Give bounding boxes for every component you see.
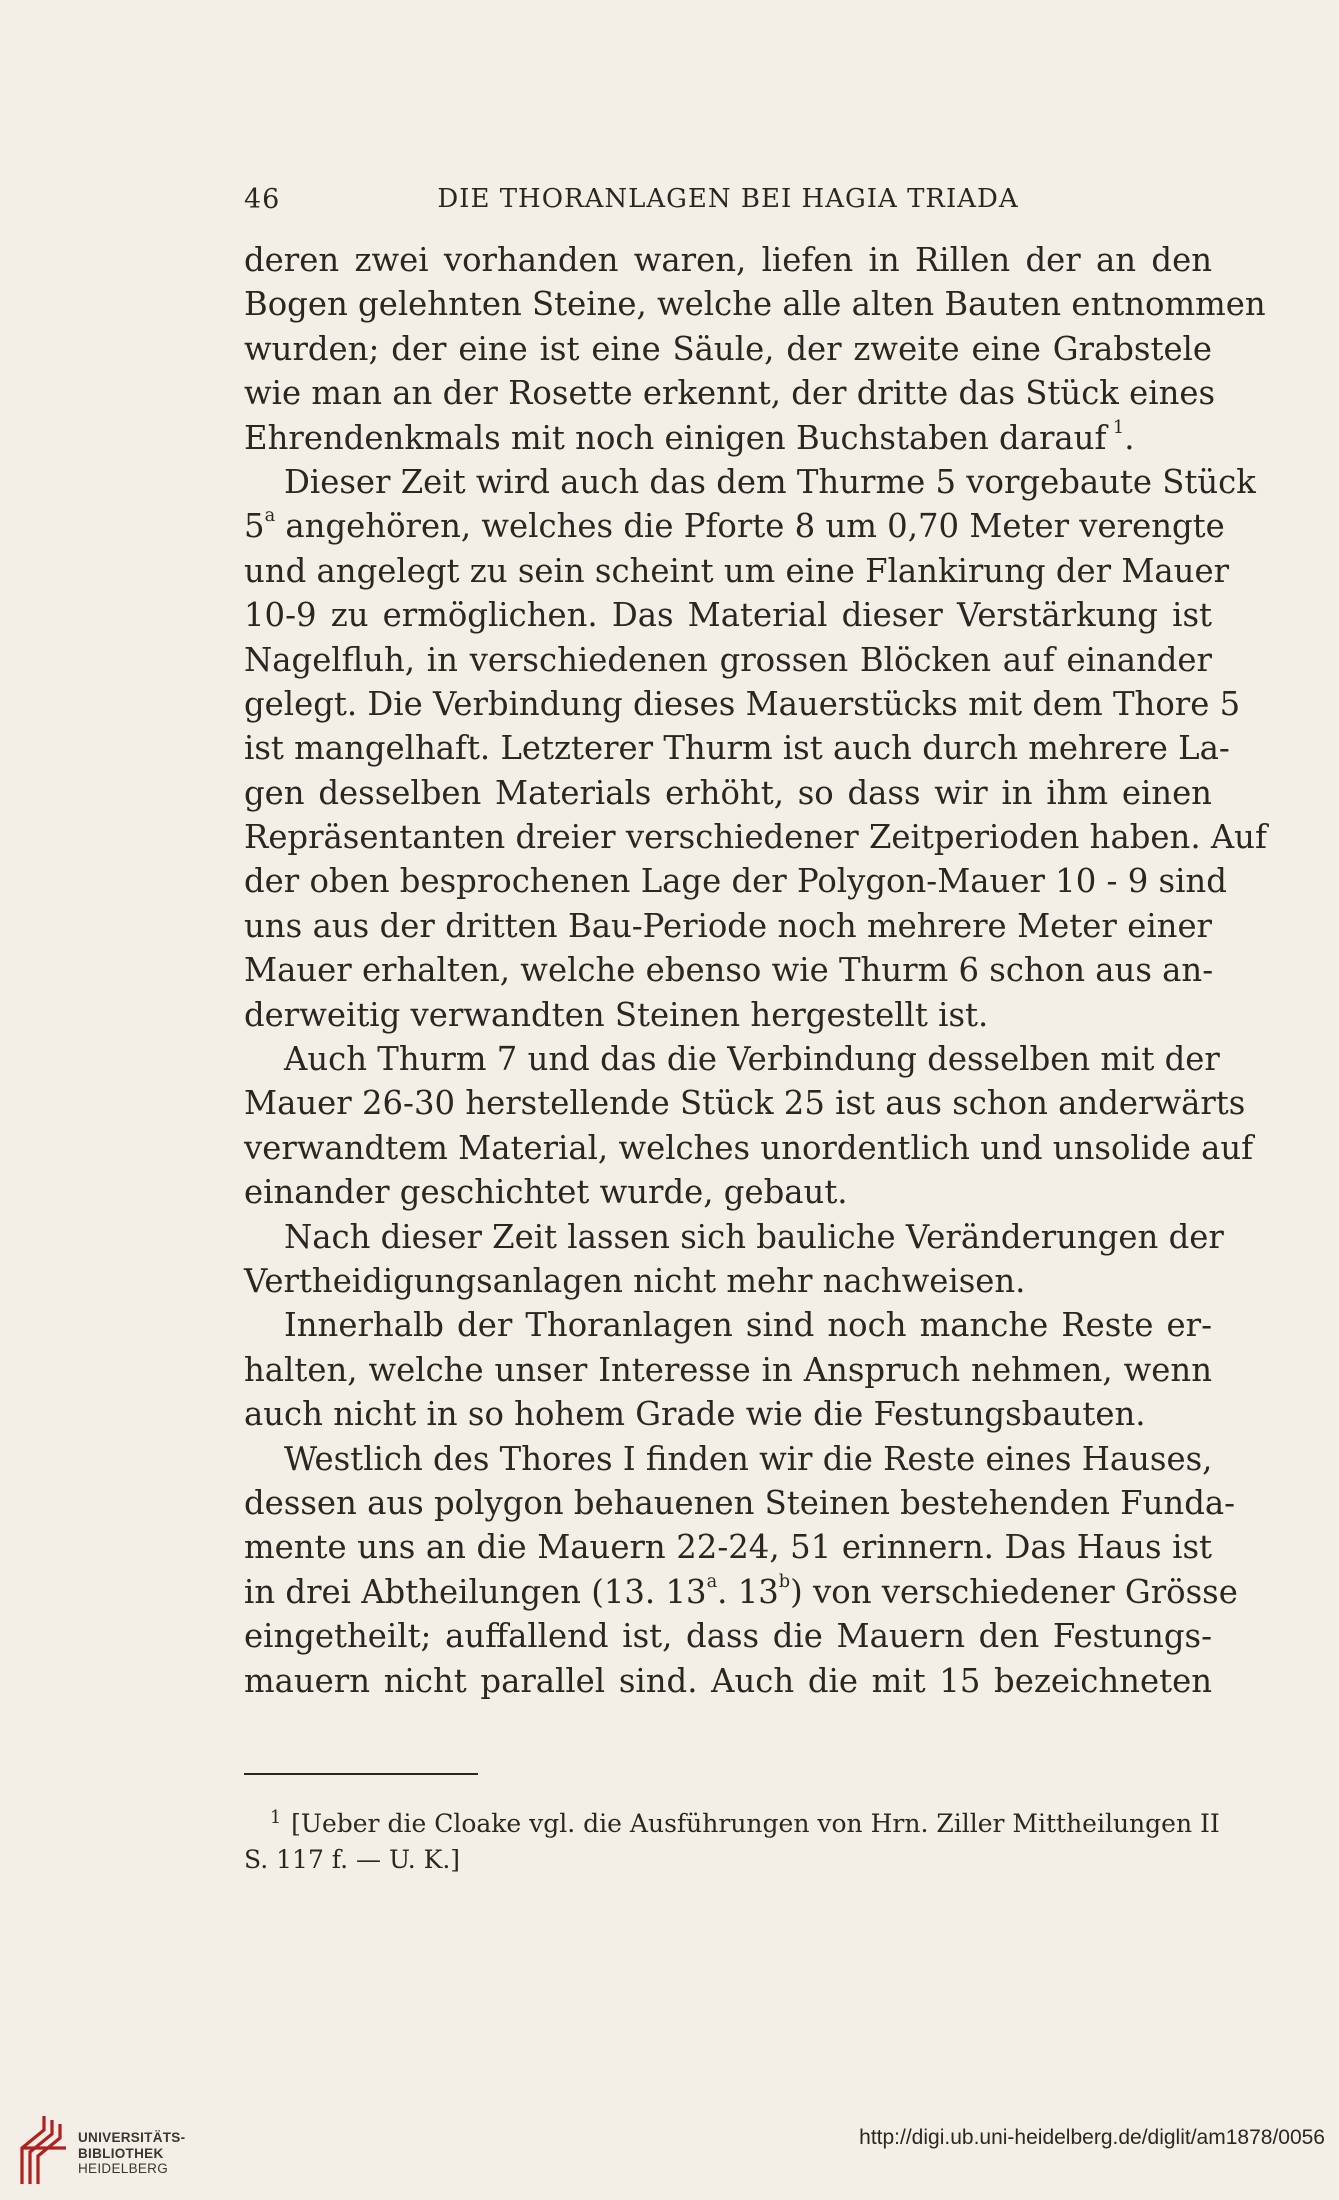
text-line: Repräsentanten dreier verschiedener Zeitperioden haben. Auf — [244, 818, 1267, 857]
text-line: 5$^a$ angehören, welches die Pforte 8 um 0,70 Meter verengte — [244, 506, 1225, 546]
text-line: Auch Thurm 7 und das die Verbindung desselben mit der — [284, 1040, 1220, 1079]
text-line: auch nicht in so hohem Grade wie die Festungsbauten. — [244, 1395, 1146, 1434]
text-line: Mauer 26-30 herstellende Stück 25 ist aus schon anderwärts — [244, 1084, 1246, 1123]
text-line: Ehrendenkmals mit noch einigen Buchstaben darauf $^1$. — [244, 417, 1135, 457]
text-line: der oben besprochenen Lage der Polygon-Mauer 10 - 9 sind — [244, 862, 1227, 901]
text-line: Vertheidigungsanlagen nicht mehr nachweisen. — [244, 1261, 1026, 1300]
text-line: 10-9 zu ermöglichen. Das Material dieser Verstärkung ist — [244, 596, 1212, 635]
text-line: derweitig verwandten Steinen hergestellt ist. — [244, 995, 989, 1034]
text-line: und angelegt zu sein scheint um eine Flankirung der Mauer — [244, 551, 1230, 590]
running-title: DIE THORANLAGEN BEI HAGIA TRIADA — [437, 184, 1019, 214]
library-name: UNIVERSITÄTS- BIBLIOTHEK HEIDELBERG — [78, 2130, 186, 2176]
text-line: uns aus der dritten Bau-Periode noch mehrere Meter einer — [244, 906, 1212, 945]
body-text — [244, 238, 1267, 1703]
footnote-reference[interactable]: 1 — [1112, 417, 1125, 438]
text-line: eingetheilt; auffallend ist, dass die Mauern den Festungs- — [244, 1617, 1212, 1656]
text-line: wurden; der eine ist eine Säule, der zweite eine Grabstele — [244, 329, 1212, 368]
text-line: halten, welche unser Interesse in Anspruch nehmen, wenn — [244, 1350, 1212, 1389]
text-line: Westlich des Thores I finden wir die Reste eines Hauses, — [284, 1439, 1213, 1478]
text-line: mente uns an die Mauern 22-24, 51 erinnern. Das Haus ist — [244, 1528, 1212, 1567]
text-line: Nagelfluh, in verschiedenen grossen Blöcken auf einander — [244, 640, 1212, 679]
text-line: einander geschichtet wurde, gebaut. — [244, 1173, 848, 1212]
text-line: verwandtem Material, welches unordentlich und unsolide auf — [244, 1128, 1254, 1167]
page-header — [244, 184, 1212, 224]
text-line: deren zwei vorhanden waren, liefen in Rillen der an den — [244, 241, 1212, 279]
footnote — [244, 1800, 1220, 1878]
text-line: gen desselben Materials erhöht, so dass wir in ihm einen — [244, 773, 1212, 812]
text-line: in drei Abtheilungen (13. 13$^a$. 13$^b$) von verschiedener Grösse — [244, 1571, 1238, 1611]
text-line: Mauer erhalten, welche ebenso wie Thurm 6 schon aus an- — [244, 951, 1214, 990]
text-line: dessen aus polygon behauenen Steinen bestehenden Funda- — [244, 1483, 1236, 1522]
text-line: Innerhalb der Thoranlagen sind noch manche Reste er- — [284, 1306, 1212, 1345]
footnote-line: S. 117 f. — U. K.] — [244, 1844, 461, 1874]
footnote-line: $^1$ [Ueber die Cloake vgl. die Ausführungen von Hrn. Ziller Mittheilungen II — [244, 1800, 1212, 1842]
text-line: ist mangelhaft. Letzterer Thurm ist auch durch mehrere La- — [244, 729, 1230, 768]
text-line: Dieser Zeit wird auch das dem Thurme 5 vorgebaute Stück — [284, 462, 1256, 501]
library-logo-icon — [14, 2108, 70, 2186]
text-line: mauern nicht parallel sind. Auch die mit 15 bezeichneten — [244, 1661, 1212, 1700]
source-url-link[interactable]: http://digi.ub.uni-heidelberg.de/diglit/am1878/0056 — [859, 2126, 1325, 2149]
text-line: Bogen gelehnten Steine, welche alle alten Bauten entnommen — [244, 285, 1266, 324]
text-line: gelegt. Die Verbindung dieses Mauerstücks mit dem Thore 5 — [244, 684, 1241, 723]
text-line: wie man an der Rosette erkennt, der dritte das Stück eines — [244, 374, 1216, 413]
text-line: Nach dieser Zeit lassen sich bauliche Veränderungen der — [284, 1217, 1224, 1256]
footnote-divider — [244, 1773, 478, 1775]
page-number: 46 — [244, 184, 281, 215]
footnote-mark: 1 — [270, 1808, 282, 1828]
